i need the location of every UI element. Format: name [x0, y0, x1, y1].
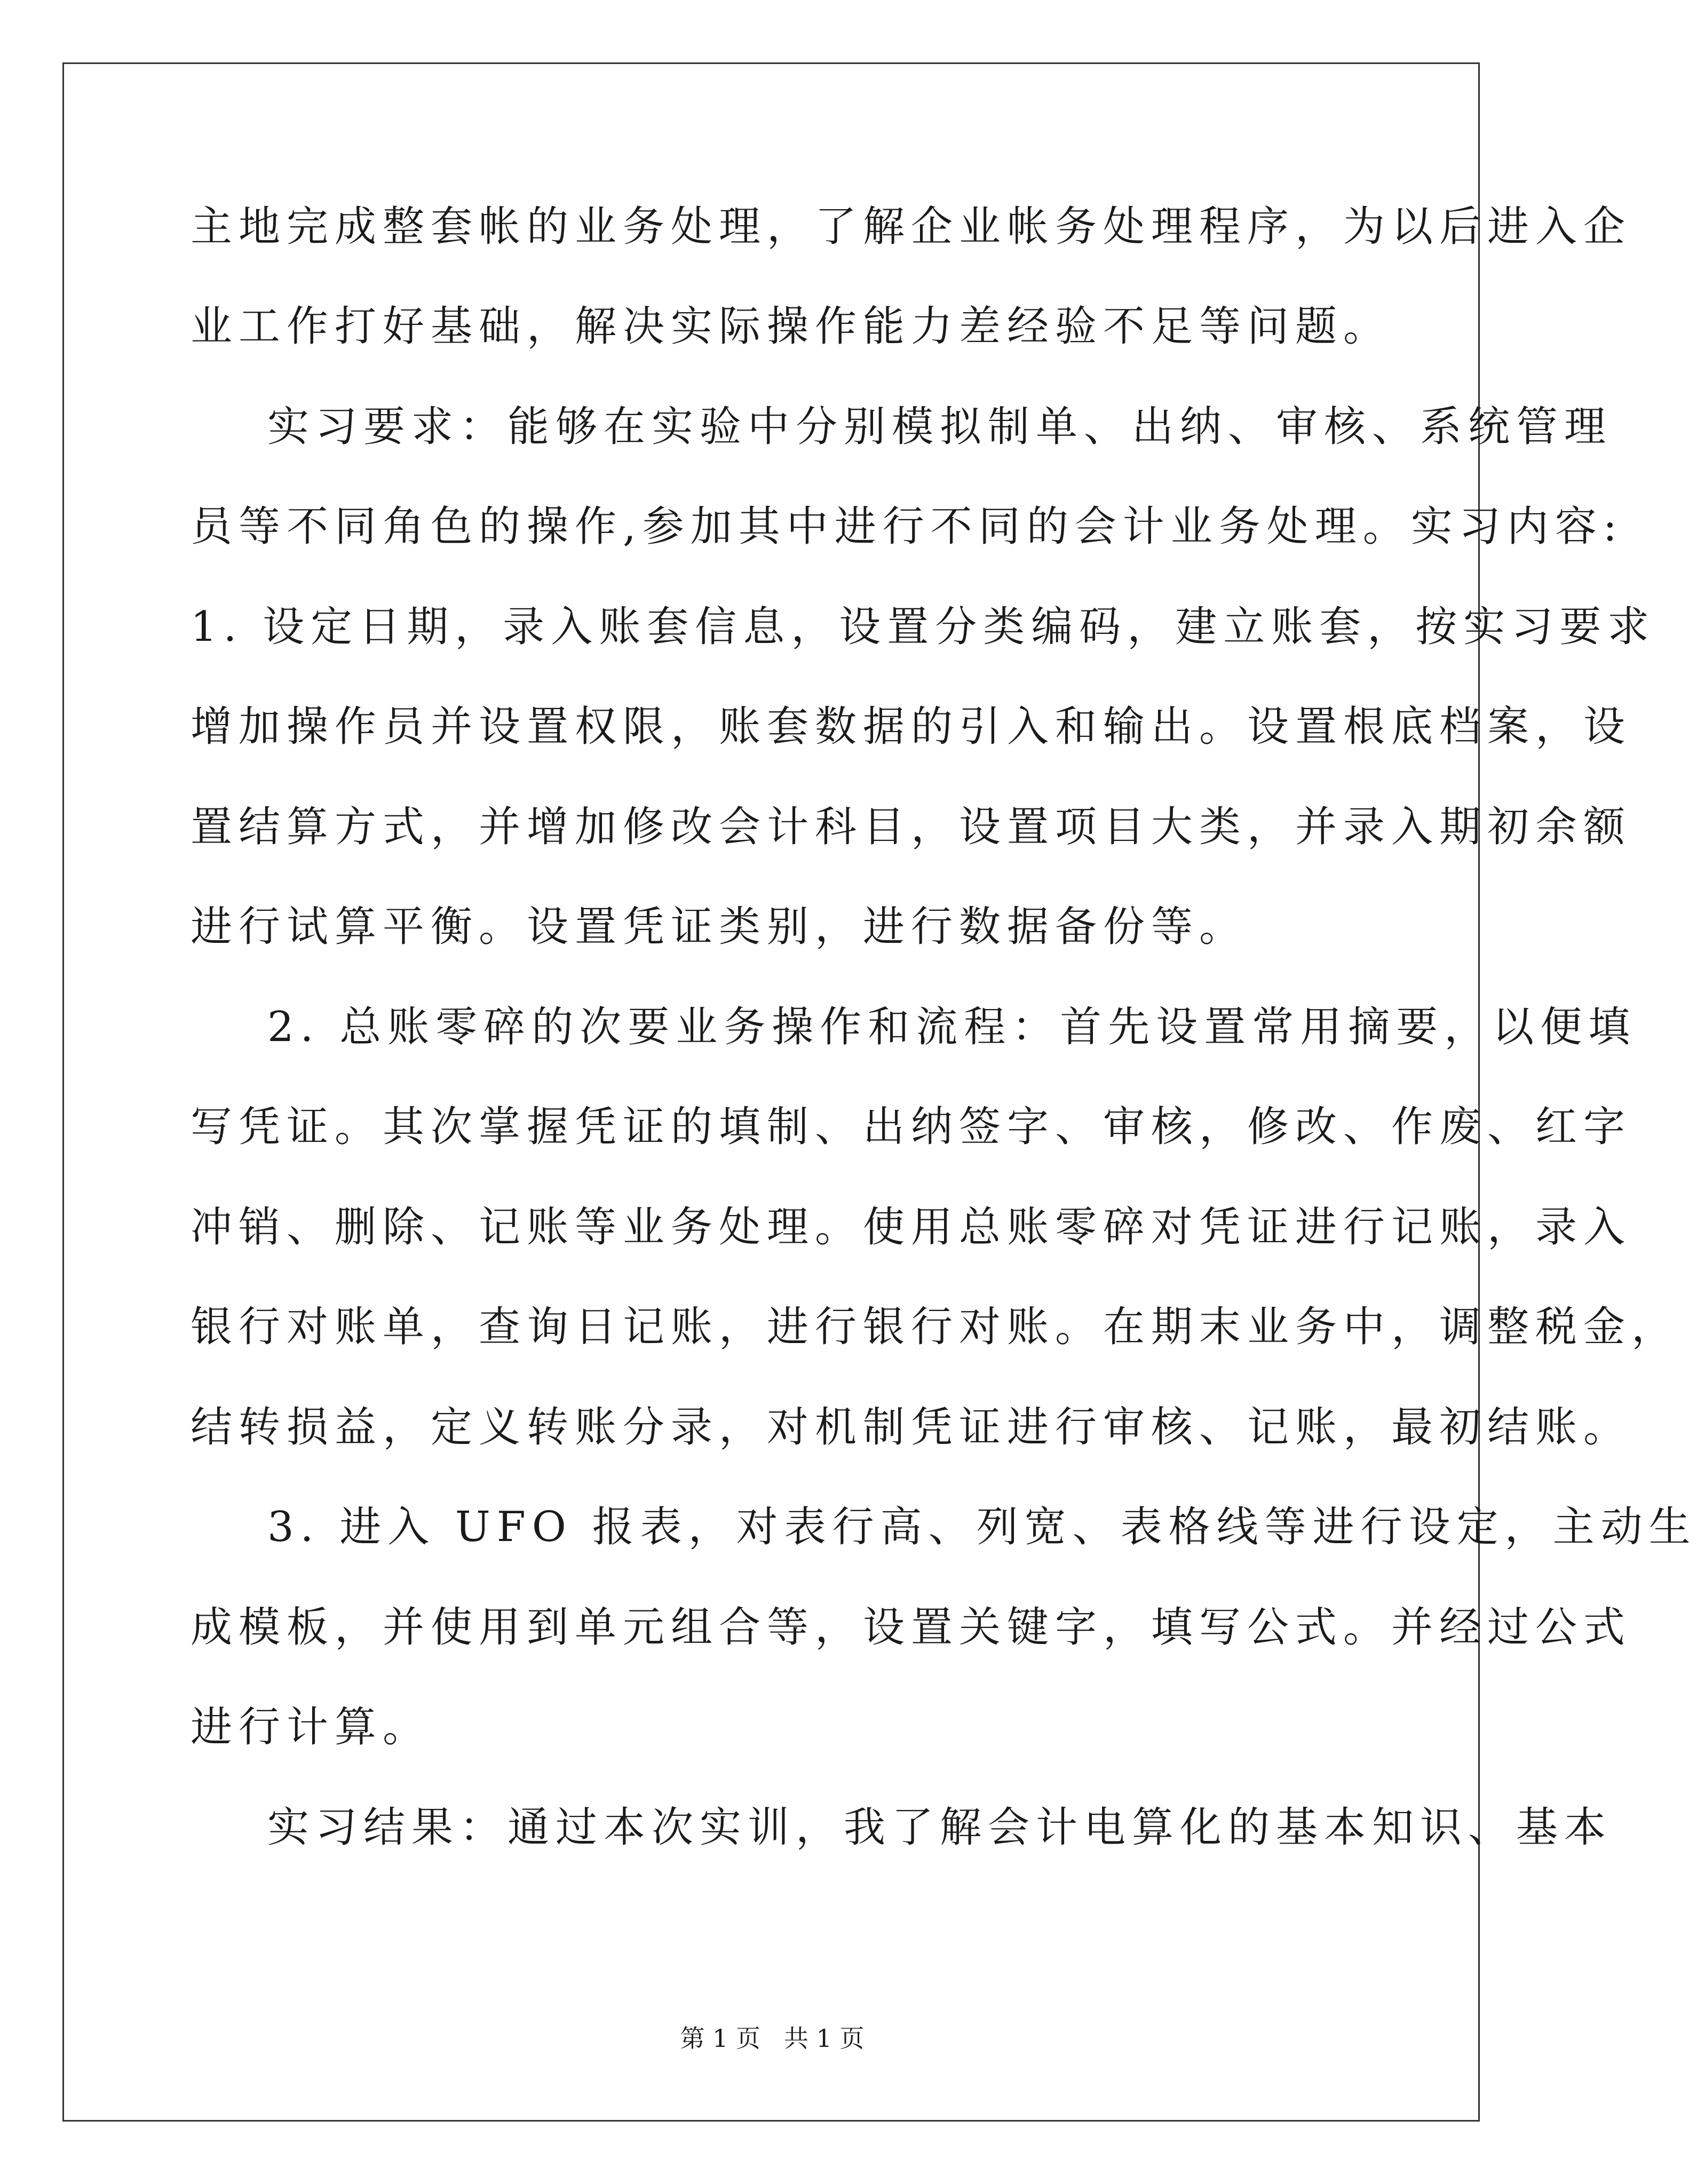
paragraph-line: 实习要求：能够在实验中分别模拟制单、出纳、审核、系统管理 — [267, 403, 1613, 451]
paragraph-line: 3. 进入 UFO 报表，对表行高、列宽、表格线等进行设定，主动生 — [267, 1503, 1697, 1551]
paragraph-line: 进行计算。 — [191, 1703, 431, 1751]
paragraph-line: 2. 总账零碎的次要业务操作和流程：首先设置常用摘要，以便填 — [267, 1003, 1637, 1051]
paragraph-line: 置结算方式，并增加修改会计科目，设置项目大类，并录入期初余额 — [191, 803, 1632, 851]
paragraph-line: 进行试算平衡。设置凭证类别，进行数据备份等。 — [191, 903, 1248, 951]
paragraph-line: 冲销、删除、记账等业务处理。使用总账零碎对凭证进行记账，录入 — [191, 1203, 1632, 1251]
paragraph-line: 结转损益，定义转账分录，对机制凭证进行审核、记账，最初结账。 — [191, 1403, 1632, 1451]
paragraph-line: 1. 设定日期，录入账套信息，设置分类编码，建立账套，按实习要求 — [191, 603, 1656, 651]
paragraph-line: 成模板，并使用到单元组合等，设置关键字，填写公式。并经过公式 — [191, 1603, 1632, 1651]
page-footer — [0, 2022, 1544, 2054]
page-number-label: 第 1 页 共 1 页 — [680, 2024, 865, 2053]
paragraph-line: 员等不同角色的操作,参加其中进行不同的会计业务处理。实习内容: — [191, 503, 1624, 551]
paragraph-line: 实习结果：通过本次实训，我了解会计电算化的基本知识、基本 — [267, 1804, 1613, 1852]
paragraph-line: 主地完成整套帐的业务处理，了解企业帐务处理程序，为以后进入企 — [191, 203, 1632, 251]
paragraph-line: 增加操作员并设置权限，账套数据的引入和输出。设置根底档案，设 — [191, 703, 1632, 751]
paragraph-line: 业工作打好基础，解决实际操作能力差经验不足等问题。 — [191, 303, 1392, 351]
paragraph-line: 写凭证。其次掌握凭证的填制、出纳签字、审核，修改、作废、红字 — [191, 1103, 1632, 1151]
paragraph-line: 银行对账单，查询日记账，进行银行对账。在期末业务中，调整税金， — [191, 1303, 1680, 1351]
